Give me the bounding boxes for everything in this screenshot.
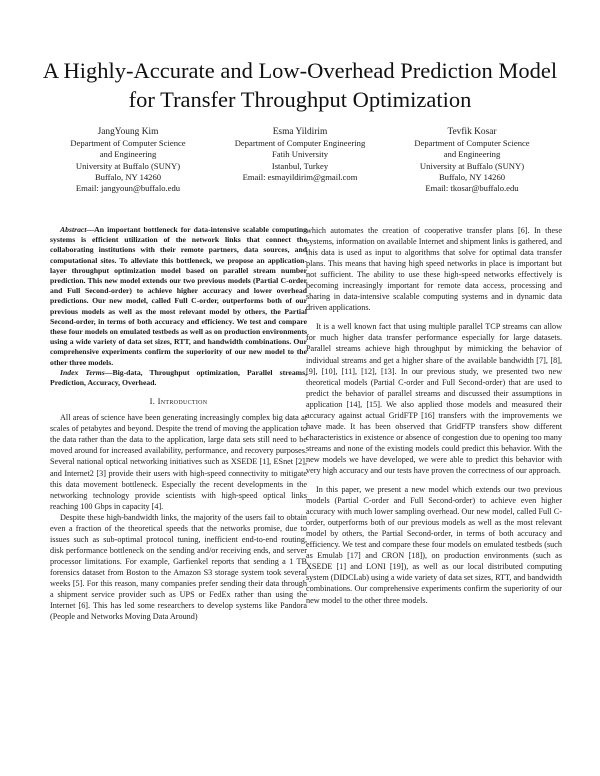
- right-column: [306, 225, 562, 606]
- index-terms: [50, 368, 307, 388]
- author-institution: University at Buffalo (SUNY): [419, 160, 525, 171]
- author-email: Email: jangyoun@buffalo.edu: [75, 183, 181, 194]
- author-dept: and Engineering: [99, 149, 157, 160]
- abstract: [50, 225, 307, 368]
- author-1: [40, 127, 216, 194]
- left-column: [50, 225, 307, 622]
- author-3: [384, 127, 560, 194]
- body-paragraph: which automates the creation of cooperative transfer plans [6]. In these systems, information on available Internet and shipment links is gathered, and this data is used as input to algorithms that solve for optimal data transfer plans. This means that having high speed networks in place is important but not sufficient. The ability to use these high-speed networks effectively is becoming increasingly important for remote data access, processing and sharing in data-intensive scalable computing systems and in dynamic data driven applications.: [306, 226, 562, 313]
- author-dept: Department of Computer Engineering: [234, 138, 366, 149]
- author-institution: Fatih University: [271, 149, 329, 160]
- author-location: Buffalo, NY 14260: [438, 171, 506, 182]
- author-email: Email: esmayildirim@gmail.com: [242, 171, 358, 182]
- body-paragraph: All areas of science have been generating increasingly complex big data at scales of petabytes and beyond. Despite the trend of moving the application to the data rather than the data to the application, large data sets still need to be moved around for increased availability, performance, and recovery purposes. Several national optical networking initiatives such as XSEDE [1], ESnet [2], and Internet2 [3] provide their users with high-speed connectivity to mitigate this data movement bottleneck. Especially the recent developments in the networking technology provide scientists with high-speed optical links reaching 100 Gbps in capacity [4].: [50, 413, 307, 511]
- author-name: Esma Yildirim: [272, 127, 328, 137]
- body-paragraph: It is a well known fact that using multiple parallel TCP streams can allow for much higher data transfer performance especially for large datasets. Parallel streams achieve high throughput by mimicking the behavior of individual streams and get a higher share of the available bandwidth [7], [8], [9], [10], [11], [12], [13]. In our previous study, we presented two new theoretical models (Partial C-order and Full Second-order) that are used to predict the behavior of parallel streams and discussed their assumptions in application [14], [15]. We also applied those models and measured their accuracy against actual GridFTP [16] transfers with the improvements we have made. It has been observed that GridFTP transfers show different characteristics in existence or absence of congestion due to opening too many streams and none of the existing models could predict this behavior. With the new models we have developed, we were able to predict this behavior with very high accuracy and our tests have proven the correctness of our approach.: [306, 322, 562, 475]
- abstract-lead: Abstract: [60, 225, 87, 234]
- author-dept: Department of Computer Science: [414, 138, 530, 149]
- author-2: [212, 127, 388, 183]
- author-dept: Department of Computer Science: [70, 138, 186, 149]
- section-heading: I. Introduction: [149, 396, 208, 407]
- author-location: Istanbul, Turkey: [271, 160, 329, 171]
- body-paragraph: Despite these high-bandwidth links, the majority of the users fail to obtain even a fraction of the theoretical speeds that the networks promise, due to issues such as sub-optimal protocol tuning, inefficient end-to-end routing, disk performance bottleneck on the sending and/or receiving ends, and server processor limitations. For example, Garfienkel reports that sending a 1 TB forensics dataset from Boston to the Amazon S3 storage system took several weeks [5]. For this reason, many companies prefer sending their data through a shipment service provider such as UPS or FedEx rather than using the Internet [6]. This has led some researchers to develop systems like Pandora (People and Networks Moving Data Around): [50, 512, 307, 622]
- abstract-text: —An important bottleneck for data-intensive scalable computing systems is efficient utilization of the network links that connect the collaborating institutions with their remote partners, data sources, and computational sites. To alleviate this bottleneck, we propose an application-layer throughput optimization model based on parallel stream number prediction. This new model extends our two previous models (Partial C-order and Full Second-order) to achieve higher accuracy and lower overhead predictions. Our new model, called Full C-order, outperforms both of our previous models as well as the most relevant model by others, the Partial Second-order, in terms of both accuracy and efficiency. We test and compare these four models on emulated testbeds as well as on production environments using a wide variety of data set sizes, RTT, and handwidth combinations. Our comprehensive experiments confirm the superiority of our new model to the other three models.: [50, 225, 307, 367]
- index-terms-lead: Index Terms: [60, 367, 105, 377]
- author-name: JangYoung Kim: [97, 127, 159, 137]
- paper-title: A Highly-Accurate and Low-Overhead Prediction Model for Transfer Throughput Optimization: [42, 58, 558, 112]
- index-terms-text: —Big-data, Throughput optimization, Parallel streams, Prediction, Accuracy, Overhead.: [50, 367, 308, 388]
- body-paragraph: In this paper, we present a new model which extends our two previous models (Partial C-order and Full Second-order) to achieve even higher accuracy with much lower sampling overhead. Our new model, called Full C-order, outperforms both of our previous models as well as the most relevant model by others, the Partial Second-order, in terms of both accuracy and efficiency. We test and compare these four models on emulated testbeds (such as Emulab [17] and CRON [18]), on production environments (such as XSEDE [1] and LONI [19]), as well as our local distributed computing system (DIDCLab) using a wide variety of data set sizes, RTT, and bandwidth combinations. Our comprehensive experiments confirm the superiority of our new model to the other three models.: [306, 485, 562, 605]
- author-institution: University at Buffalo (SUNY): [75, 160, 181, 171]
- author-email: Email: tkosar@buffalo.edu: [425, 183, 519, 194]
- author-name: Tevfik Kosar: [447, 127, 497, 137]
- author-location: Buffalo, NY 14260: [94, 171, 162, 182]
- author-block: [40, 127, 560, 197]
- author-dept: and Engineering: [443, 149, 501, 160]
